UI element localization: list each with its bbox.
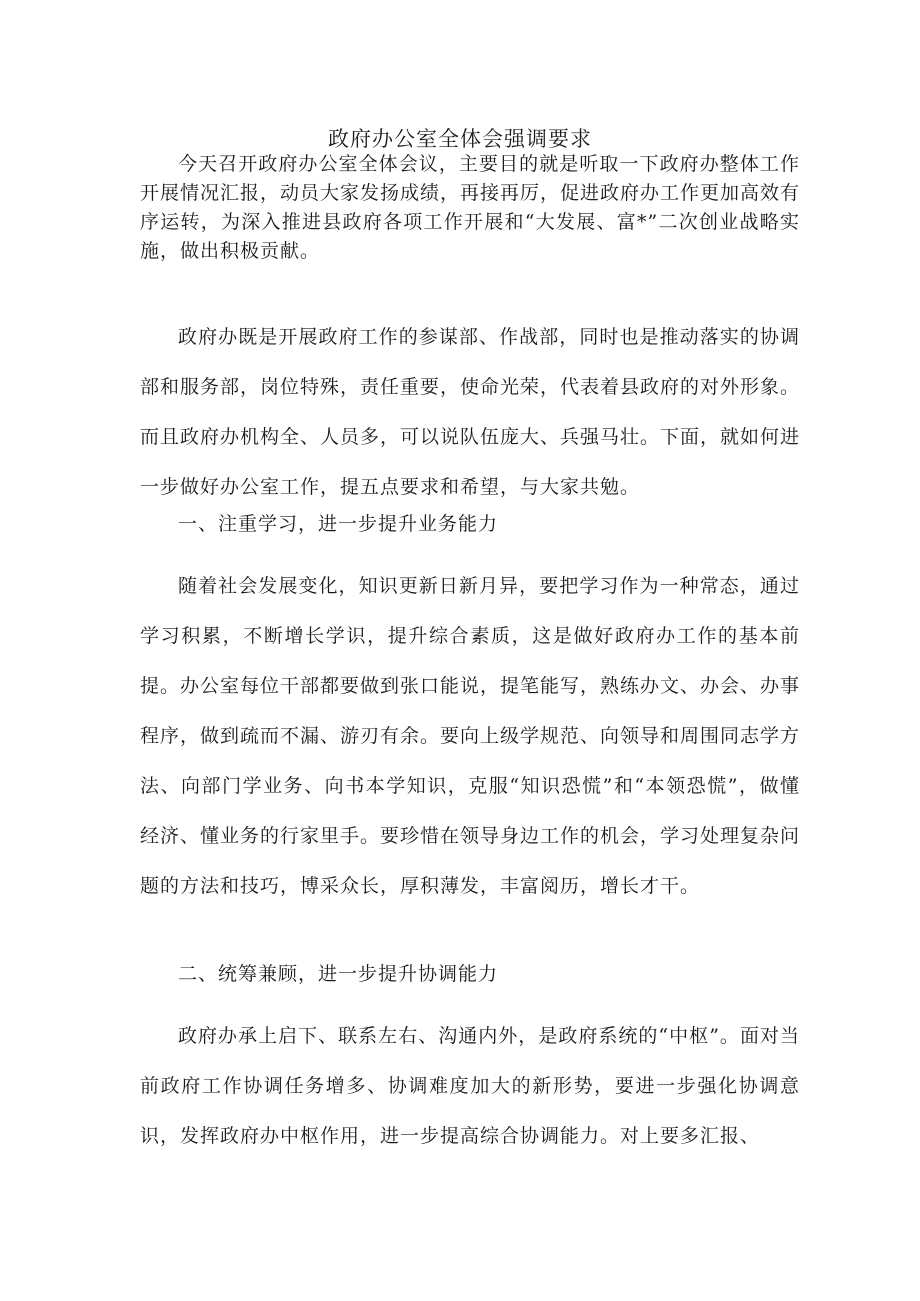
document-title: 政府办公室全体会强调要求 [328,127,592,151]
paragraph-role: 政府办既是开展政府工作的参谋部、作战部，同时也是推动落实的协调部和服务部，岗位特殊，责任重要，使命光荣，代表着县政府的对外形象。而且政府办机构全、人员多，可以说队伍庞大、兵强马壮。下面，就如何进一步做好办公室工作，提五点要求和希望，与大家共勉。 [140,326,801,498]
paragraph-intro: 今天召开政府办公室全体会议，主要目的就是听取一下政府办整体工作开展情况汇报，动员大家发扬成绩，再接再厉，促进政府办工作更加高效有序运转，为深入推进县政府各项工作开展和“大发展、富*”二次创业战略实施，做出积极贡献。 [140,153,801,262]
section-heading-2: 二、统筹兼顾，进一步提升协调能力 [178,963,499,985]
paragraph-coordination: 政府办承上启下、联系左右、沟通内外，是政府系统的“中枢”。面对当前政府工作协调任务增多、协调难度加大的新形势，要进一步强化协调意识，发挥政府办中枢作用，进一步提高综合协调能力。对上要多汇报、 [140,1025,800,1147]
section-heading-1: 一、注重学习，进一步提升业务能力 [178,513,499,535]
paragraph-learning: 随着社会发展变化，知识更新日新月异，要把学习作为一种常态，通过学习积累，不断增长学识，提升综合素质，这是做好政府办工作的基本前提。办公室每位干部都要做到张口能说，提笔能写，熟练办文、办会、办事程序，做到疏而不漏、游刃有余。要向上级学规范、向领导和周围同志学方法、向部门学业务、向书本学知识，克服“知识恐慌”和“本领恐慌”，做懂经济、懂业务的行家里手。要珍惜在领导身边工作的机会，学习处理复杂问题的方法和技巧，博采众长，厚积薄发，丰富阅历，增长才干。 [140,575,801,897]
